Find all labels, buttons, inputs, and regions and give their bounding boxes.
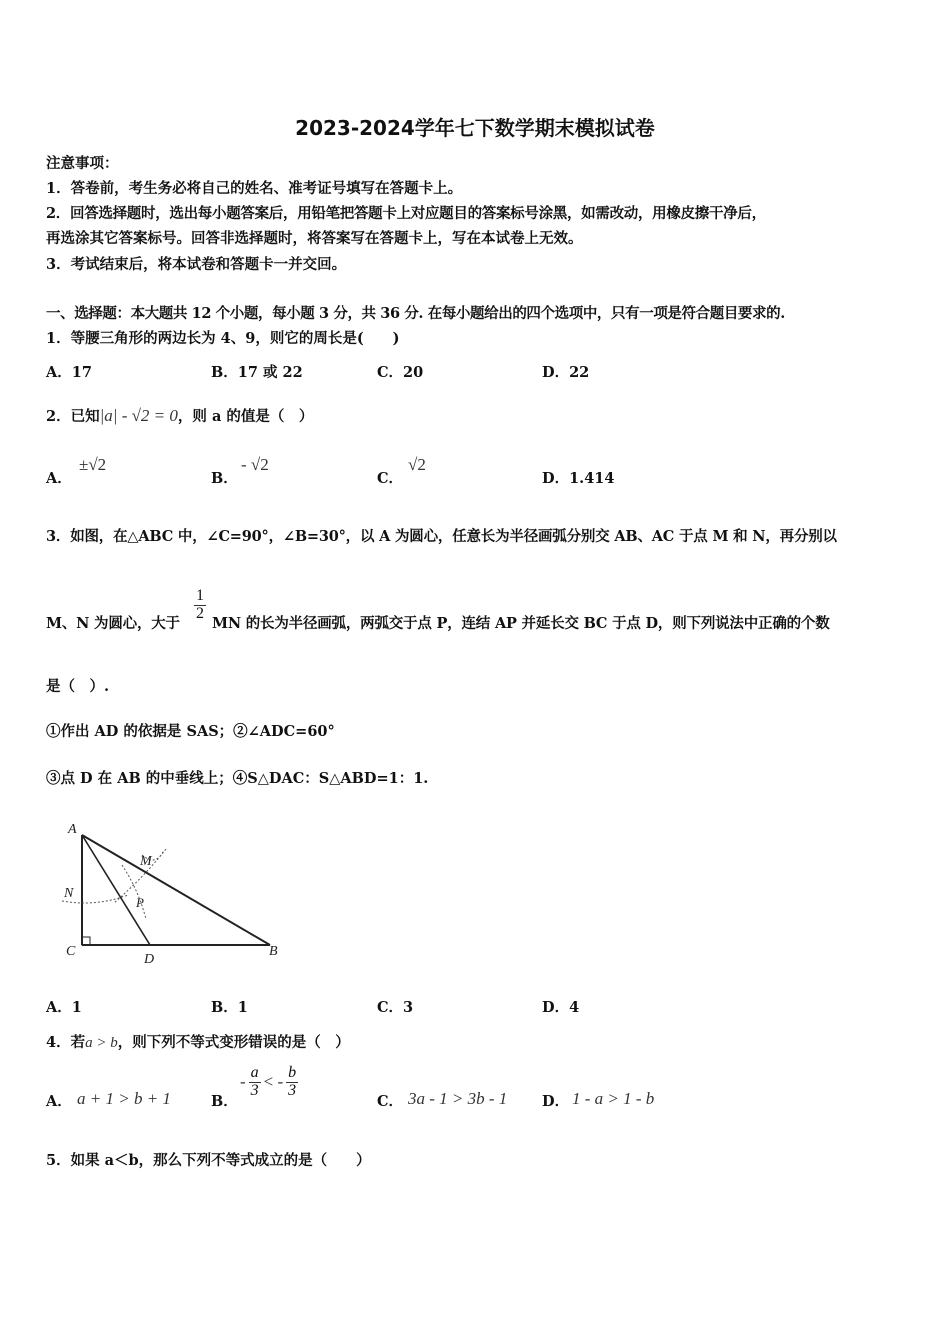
q3-option-b: B．1	[211, 999, 248, 1016]
q3-option-c: C．3	[377, 999, 414, 1016]
q3-statement-1: ①作出 AD 的依据是 SAS；②∠ADC=60°	[46, 723, 335, 740]
label-m: M	[140, 854, 152, 869]
q4-option-b	[240, 1065, 298, 1100]
notice-item-2: 2．回答选择题时，选出每小题答案后，用铅笔把答题卡上对应题目的答案标号涂黑，如需改动，用橡皮擦干净后，	[46, 205, 766, 222]
q4-b-num-a: a	[250, 1064, 259, 1081]
q4-label-d: D．	[542, 1093, 570, 1110]
q4-b-mid: < -	[263, 1072, 284, 1092]
q3-statement-2: ③点 D 在 AB 的中垂线上；④S△DAC：S△ABD=1：1.	[46, 770, 429, 787]
q2-prefix: 2．已知	[46, 408, 100, 425]
right-angle-mark	[82, 937, 90, 945]
q1-option-b: B．17 或 22	[211, 364, 303, 381]
notice-heading: 注意事项：	[46, 155, 119, 172]
q4-b-den-1: 3	[250, 1081, 259, 1099]
q2-option-b: - √2	[241, 455, 269, 474]
q3-line-2-b: MN 的长为半径画弧，两弧交于点 P，连结 AP 并延长交 BC 于点 D，则下列说法中正确的个数	[212, 615, 830, 632]
q3-option-d: D．4	[542, 999, 580, 1016]
q4-stem	[46, 1031, 350, 1052]
q4-label-b: B．	[211, 1093, 238, 1110]
page-title: 2023-2024学年七下数学期末模拟试卷	[295, 116, 655, 140]
section-heading: 一、选择题：本大题共 12 个小题，每小题 3 分，共 36 分. 在每小题给出的四个选项中，只有一项是符合题目要求的.	[46, 305, 785, 322]
q2-suffix: ，则 a 的值是（ ）	[177, 408, 314, 425]
q4-b-den-2: 3	[288, 1081, 297, 1099]
q1-stem: 1．等腰三角形的两边长为 4、9，则它的周长是( )	[46, 330, 400, 347]
q3-option-a: A．1	[46, 999, 82, 1016]
notice-item-3: 3．考试结束后，将本试卷和答题卡一并交回。	[46, 256, 347, 273]
label-b: B	[269, 944, 278, 959]
q3-line-3: 是（ ）.	[46, 678, 110, 695]
q3-frac-den: 2	[196, 604, 204, 622]
q5-stem: 5．如果 a＜b，那么下列不等式成立的是（ ）	[46, 1152, 371, 1169]
q4-stem-suffix: ，则下列不等式变形错误的是（ ）	[117, 1034, 350, 1051]
q4-option-c: 3a - 1 > 3b - 1	[408, 1089, 508, 1108]
q4-option-d: 1 - a > 1 - b	[572, 1089, 655, 1108]
label-a: A	[68, 822, 77, 837]
notice-item-2-cont: 再选涂其它答案标号。回答非选择题时，将答案写在答题卡上，写在本试卷上无效。	[46, 230, 583, 247]
q3-triangle-figure	[56, 815, 296, 970]
q2-label-c: C．	[377, 470, 404, 487]
q3-line-1: 3．如图，在△ABC 中，∠C=90°，∠B=30°，以 A 为圆心，任意长为半径画弧分别交 AB、AC 于点 M 和 N，再分别以	[46, 528, 837, 545]
label-p: P	[136, 895, 144, 910]
q2-stem	[46, 405, 313, 426]
q4-b-sign: -	[240, 1072, 246, 1092]
q3-frac-num: 1	[196, 587, 204, 604]
segment-ad	[82, 835, 150, 945]
q2-formula: |a| - √2 = 0	[99, 406, 178, 425]
triangle-sides	[82, 835, 270, 945]
label-d: D	[144, 952, 155, 967]
q3-line-2-a: M、N 为圆心，大于	[46, 615, 180, 632]
q2-option-c: √2	[408, 455, 426, 474]
q2-label-a: A．	[46, 470, 72, 487]
q2-label-b: B．	[211, 470, 238, 487]
q2-label-d: D．1.414	[542, 470, 615, 487]
q4-condition: a > b	[85, 1035, 118, 1051]
q2-option-a: ±√2	[79, 455, 107, 474]
side-ab	[82, 835, 270, 945]
q4-stem-prefix: 4．若	[46, 1034, 86, 1051]
label-n: N	[64, 886, 74, 901]
q1-option-c: C．20	[377, 364, 424, 381]
q3-fraction	[194, 588, 206, 623]
label-c: C	[66, 944, 76, 959]
q4-label-a: A．	[46, 1093, 72, 1110]
q1-option-a: A．17	[46, 364, 92, 381]
q4-b-num-b: b	[288, 1064, 297, 1081]
q1-option-d: D．22	[542, 364, 590, 381]
q4-option-a: a + 1 > b + 1	[77, 1089, 171, 1108]
q4-label-c: C．	[377, 1093, 404, 1110]
notice-item-1: 1．答卷前，考生务必将自己的姓名、准考证号填写在答题卡上。	[46, 180, 463, 197]
